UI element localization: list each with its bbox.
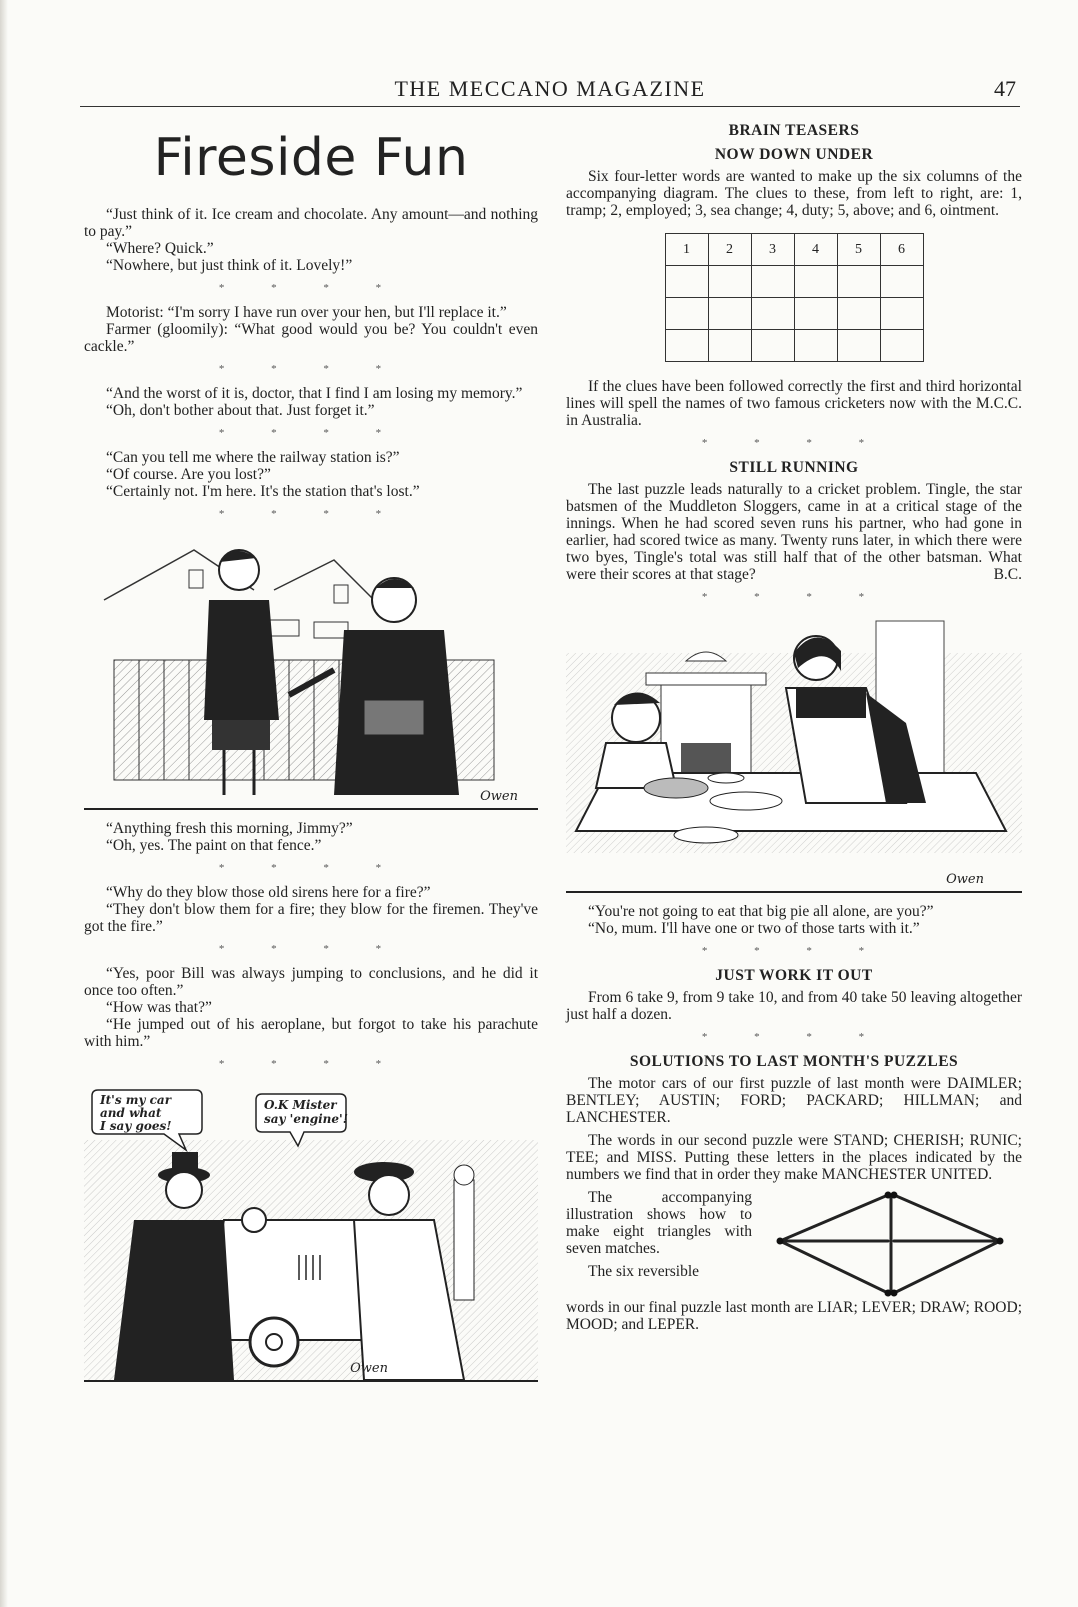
grid-cell — [665, 330, 708, 362]
joke-line: “And the worst of it is, doctor, that I find I am losing my memory.” — [106, 385, 523, 402]
joke-line: “He jumped out of his aeroplane, but forgot to take his parachute with him.” — [84, 1016, 538, 1050]
grid-cell — [794, 298, 837, 330]
grid-cell — [880, 298, 923, 330]
still-running-text — [566, 481, 1022, 583]
joke-1 — [84, 206, 538, 274]
grid-cell — [751, 298, 794, 330]
cartoon-pie — [566, 613, 1022, 893]
bubble-line: say 'engine'! — [264, 1112, 348, 1126]
grid-cell — [708, 298, 751, 330]
joke-line: “Where? Quick.” — [106, 240, 214, 257]
just-work-it-out-heading: JUST WORK IT OUT — [715, 967, 873, 984]
caption-line: “Oh, yes. The paint on that fence.” — [106, 837, 322, 854]
solution-reversible-words: words in our final puzzle last month are LIAR; LEVER; DRAW; ROOD; MOOD; and LEPER. — [566, 1299, 1022, 1333]
grid-header-cell: 4 — [794, 234, 837, 266]
grid-cell — [751, 330, 794, 362]
grid-cell — [880, 266, 923, 298]
joke-line: “Nowhere, but just think of it. Lovely!” — [106, 257, 353, 274]
grid-cell — [708, 330, 751, 362]
grid-cell — [665, 266, 708, 298]
grid-cell — [708, 266, 751, 298]
bubble-line: It's my car — [100, 1093, 172, 1107]
joke-2 — [84, 304, 538, 355]
bubble-line: O.K Mister — [264, 1098, 337, 1112]
separator-stars: * * * * — [218, 282, 404, 294]
cartoon-fence — [84, 530, 538, 810]
crossword-grid — [665, 233, 924, 362]
cartoon-pie-illustration — [566, 613, 1022, 891]
just-work-it-out-text: From 6 take 9, from 9 take 10, and from 40 take 50 leaving altogether just half a dozen. — [566, 989, 1022, 1023]
joke-line: Farmer (gloomily): “What good would you be? You couldn't even cackle.” — [84, 321, 538, 355]
grid-cell — [837, 266, 880, 298]
joke-3 — [84, 385, 538, 419]
cartoon-fence-illustration — [84, 530, 538, 808]
solution-matches — [566, 1189, 1022, 1299]
speech-bubble-mechanic — [264, 1098, 348, 1126]
joke-line: “Certainly not. I'm here. It's the station that's lost.” — [106, 483, 420, 500]
joke-line: “Just think of it. Ice cream and chocolate. Any amount—and nothing to pay.” — [84, 206, 538, 240]
joke-line: “Yes, poor Bill was always jumping to conclusions, and he did it once too often.” — [84, 965, 538, 999]
left-column — [84, 118, 538, 1392]
grid-header-cell: 5 — [837, 234, 880, 266]
bubble-line: and what — [100, 1106, 162, 1120]
grid-cell — [794, 266, 837, 298]
bubble-line: I say goes! — [100, 1119, 172, 1133]
caption-line: “No, mum. I'll have one or two of those tarts with it.” — [588, 920, 920, 937]
page-number: 47 — [994, 76, 1016, 101]
grid-cell — [837, 330, 880, 362]
solution-reversible-start: The six reversible — [588, 1263, 700, 1280]
right-column — [566, 118, 1022, 1333]
speech-bubble-owner — [100, 1094, 172, 1133]
caption-line: “Anything fresh this morning, Jimmy?” — [106, 820, 353, 837]
grid-cell — [837, 298, 880, 330]
separator-stars: * * * * — [701, 945, 887, 957]
joke-5 — [84, 884, 538, 935]
separator-stars: * * * * — [218, 1058, 404, 1070]
solution-matches-text: The accompanying illustration shows how to make eight triangles with seven matches. — [566, 1189, 752, 1257]
grid-header-cell: 2 — [708, 234, 751, 266]
brain-teasers-text-2: If the clues have been followed correctly the first and third horizontal lines will spell the names of two famous cricketers now with the M.C.C. in Australia. — [566, 378, 1022, 429]
now-down-under-heading: NOW DOWN UNDER — [714, 146, 874, 163]
cartoon-fence-caption — [84, 820, 538, 854]
separator-stars: * * * * — [701, 591, 887, 603]
grid-header-cell: 3 — [751, 234, 794, 266]
cartoon-pie-caption — [566, 903, 1022, 937]
matches-triangle-diagram — [760, 1189, 1022, 1299]
still-running-heading: STILL RUNNING — [729, 459, 859, 476]
joke-line: “They don't blow them for a fire; they blow for the firemen. They've got the fire.” — [84, 901, 538, 935]
brain-teasers-text: Six four-letter words are wanted to make up the six columns of the accompanying diagram. The clues to these, from left to right, are: 1, tramp; 2, employed; 3, sea change; 4, duty; 5, above; and 6, ointment. — [566, 168, 1022, 219]
still-running-body: The last puzzle leads naturally to a cricket problem. Tingle, the star batsmen of the Muddleton Sloggers, came in at a critical stage of the innings. When he had scored seven runs his partner, who had gone in earlier, had scored twice as many. Twenty runs later, in which there were two byes, Tingle's total was still half that of the other batsman. What were their scores at that stage? — [566, 481, 1022, 583]
grid-header-cell: 1 — [665, 234, 708, 266]
joke-line: “Of course. Are you lost?” — [106, 466, 271, 483]
magazine-title: THE MECCANO MAGAZINE — [394, 76, 706, 101]
brain-teasers-heading: BRAIN TEASERS — [728, 122, 860, 139]
author-initials: B.C. — [993, 566, 1022, 583]
caption-line: “You're not going to eat that big pie all alone, are you?” — [588, 903, 934, 920]
separator-stars: * * * * — [218, 862, 404, 874]
solution-words: The words in our second puzzle were STAND; CHERISH; RUNIC; TEE; and MISS. Putting these letters in the places indicated by the numbers we find that in order they make MANCHESTER UNITED. — [566, 1132, 1022, 1183]
joke-line: “Oh, don't bother about that. Just forget it.” — [106, 402, 375, 419]
grid-cell — [794, 330, 837, 362]
running-head — [80, 76, 1020, 107]
joke-line: “How was that?” — [106, 999, 212, 1016]
artist-signature: Owen — [350, 1361, 388, 1376]
separator-stars: * * * * — [218, 427, 404, 439]
grid-cell — [751, 266, 794, 298]
joke-4 — [84, 449, 538, 500]
separator-stars: * * * * — [218, 943, 404, 955]
article-title: Fireside Fun — [153, 128, 469, 188]
solutions-heading: SOLUTIONS TO LAST MONTH'S PUZZLES — [629, 1053, 959, 1070]
grid-cell — [665, 298, 708, 330]
cartoon-car — [84, 1080, 538, 1382]
joke-line: “Can you tell me where the railway station is?” — [106, 449, 400, 466]
joke-6 — [84, 965, 538, 1050]
page-edge — [0, 0, 8, 1607]
separator-stars: * * * * — [218, 508, 404, 520]
grid-cell — [880, 330, 923, 362]
separator-stars: * * * * — [701, 1031, 887, 1043]
solution-cars: The motor cars of our first puzzle of last month were DAIMLER; BENTLEY; AUSTIN; FORD; PACKARD; HILLMAN; and LANCHESTER. — [566, 1075, 1022, 1126]
artist-signature: Owen — [480, 789, 518, 804]
separator-stars: * * * * — [701, 437, 887, 449]
artist-signature: Owen — [946, 872, 984, 887]
joke-line: Motorist: “I'm sorry I have run over your hen, but I'll replace it.” — [106, 304, 507, 321]
joke-line: “Why do they blow those old sirens here for a fire?” — [106, 884, 431, 901]
grid-header-cell: 6 — [880, 234, 923, 266]
separator-stars: * * * * — [218, 363, 404, 375]
